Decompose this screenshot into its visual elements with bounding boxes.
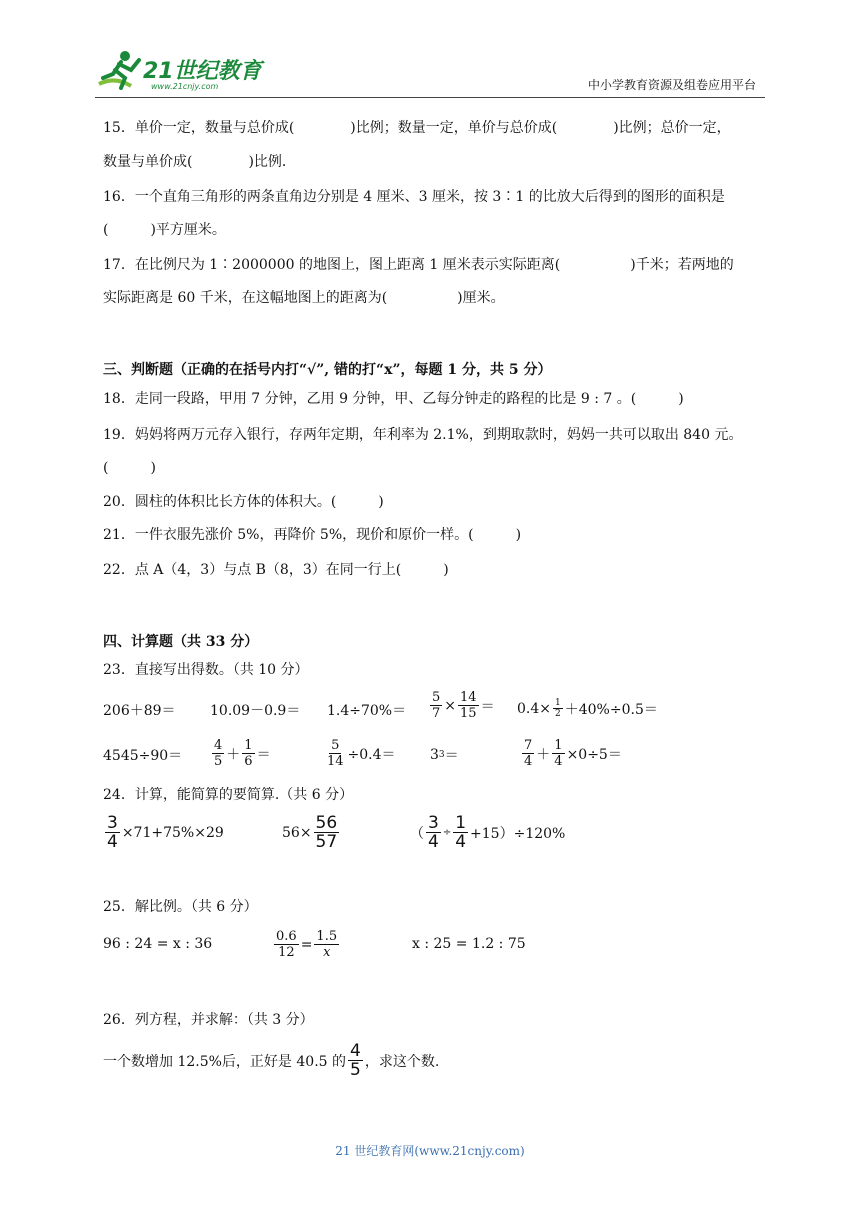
q17-line1: 17．在比例尺为 1∶2000000 的地图上，图上距离 1 厘米表示实际距离( )千米；若两地的	[103, 257, 734, 273]
q23-r1c1: 206＋89＝	[103, 703, 176, 719]
q23-r2c3: $\frac{5}{14}$ ÷0.4＝	[327, 738, 396, 769]
q15-line2: 数量与单价成( )比例．	[103, 154, 296, 170]
q25-e2: $\frac{0.6}{12}$ = $\frac{1.5}{x}$	[276, 929, 338, 960]
q24-e2: 56× $\frac{56}{57}$	[282, 813, 338, 852]
q16-line1: 16．一个直角三角形的两条直角边分别是 4 厘米、3 厘米，按 3∶1 的比放大后得到的图形的面积是	[103, 189, 725, 205]
section3-title: 三、判断题（正确的在括号内打“√”, 错的打“x”，每题 1 分，共 5 分）	[103, 362, 552, 378]
header-divider	[95, 97, 765, 98]
q21: 21．一件衣服先涨价 5%，再降价 5%，现价和原价一样。( )	[103, 527, 522, 543]
platform-label: 中小学教育资源及组卷应用平台	[587, 78, 756, 92]
q23-r1c5: 0.4× $\frac{1}{2}$ ＋40%÷0.5＝	[517, 698, 658, 719]
q25-e1: 96 : 24 = x : 36	[103, 936, 213, 952]
q25-title: 25．解比例。（共 6 分）	[103, 899, 258, 915]
q24-e1: $\frac{3}{4}$ ×71+75%×29	[107, 813, 224, 852]
q19-line2: ( )	[103, 460, 156, 476]
q23-r2c4: 3 3 ＝	[430, 747, 459, 764]
q23-r2c2: $\frac{4}{5}$ ＋ $\frac{1}{6}$ ＝	[214, 738, 271, 769]
logo-url: www.21cnjy.com	[151, 82, 219, 91]
q20: 20．圆柱的体积比长方体的体积大。( )	[103, 494, 384, 510]
q23-r1c4: $\frac{5}{7}$ × $\frac{14}{15}$ ＝	[432, 690, 495, 721]
q19-line1: 19．妈妈将两万元存入银行，存两年定期，年利率为 2.1%，到期取款时，妈妈一共可以取出 840 元。	[103, 427, 743, 443]
section4-title: 四、计算题（共 33 分）	[103, 634, 259, 650]
q23-r1c2: 10.09－0.9＝	[210, 703, 301, 719]
footer-link[interactable]: 21 世纪教育网(www.21cnjy.com)	[335, 1144, 525, 1158]
q22: 22．点 A（4，3）与点 B（8，3）在同一行上( )	[103, 562, 449, 578]
q15-line1: 15．单价一定，数量与总价成( )比例；数量一定，单价与总价成( )比例；总价一定，	[103, 120, 731, 136]
q23-r2c1: 4545÷90＝	[103, 748, 183, 764]
q24-title: 24．计算，能简算的要简算.（共 6 分）	[103, 787, 354, 803]
q23-title: 23．直接写出得数。（共 10 分）	[103, 662, 309, 678]
logo-text: 21世纪教育	[143, 59, 262, 84]
runner-logo-icon	[95, 48, 145, 92]
q23-r2c5: $\frac{7}{4}$ ＋ $\frac{1}{4}$ ×0÷5＝	[524, 738, 622, 769]
q26-title: 26．列方程，并求解：（共 3 分）	[103, 1012, 314, 1028]
q26-text: 一个数增加 12.5%后，正好是 40.5 的 $\frac{4}{5}$ ，求这个数.	[103, 1041, 440, 1080]
q25-e3: x : 25 = 1.2 : 75	[412, 936, 526, 952]
q17-line2: 实际距离是 60 千米，在这幅地图上的距离为( )厘米。	[103, 290, 505, 306]
q24-e3: （ $\frac{3}{4}$ ÷ $\frac{1}{4}$ +15）÷120%	[410, 813, 566, 852]
q23-r1c3: 1.4÷70%＝	[327, 703, 407, 719]
q16-line2: ( )平方厘米。	[103, 222, 226, 238]
logo	[95, 48, 275, 94]
q18: 18．走同一段路，甲用 7 分钟，乙用 9 分钟，甲、乙每分钟走的路程的比是 9 : 7 。( )	[103, 391, 684, 407]
